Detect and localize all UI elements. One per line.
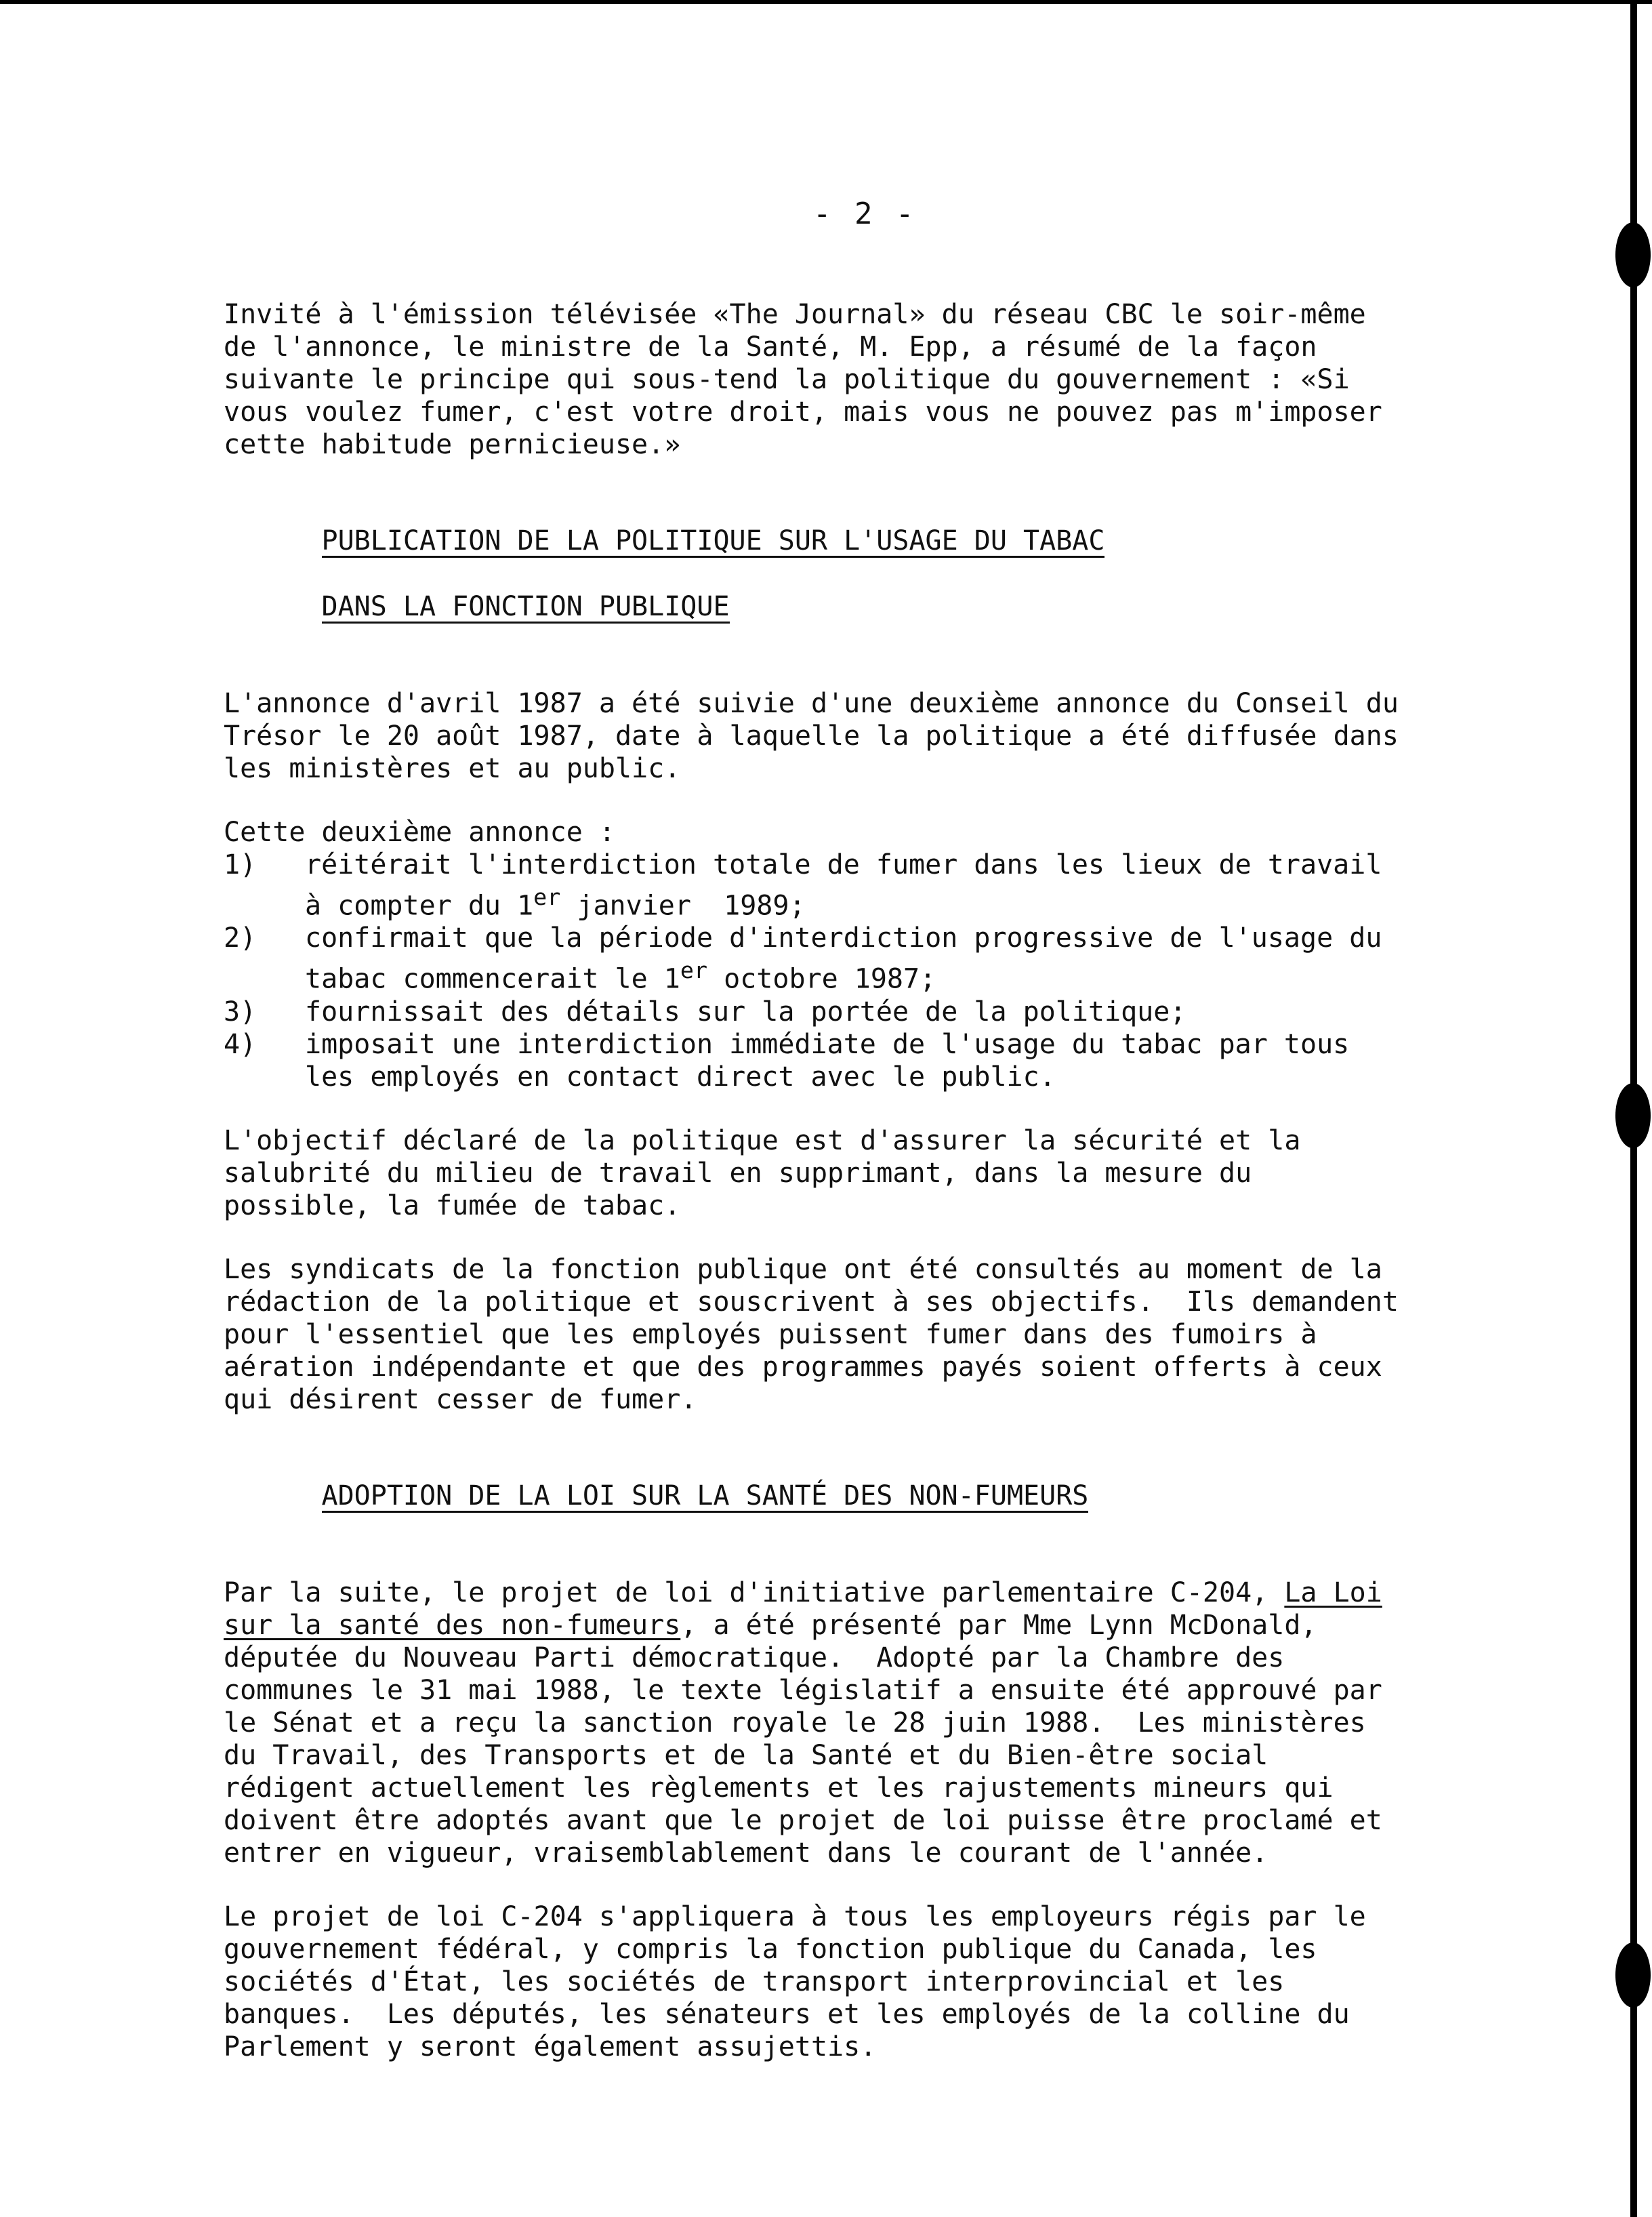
document-body — [224, 298, 1443, 2094]
paragraph-unions: Les syndicats de la fonction publique ont été consultés au moment de la rédaction de la politique et souscrivent à ses objectifs. Ils demandent pour l'essentiel que les employés puissent fumer dans des fumoirs à aération indépendante et que des programmes payés soient offerts à ceux qui désirent cesser de fumer. — [224, 1253, 1399, 1415]
punch-hole-middle — [1615, 1083, 1651, 1148]
list-item-superscript: er — [680, 957, 708, 984]
paragraph-scope: Le projet de loi C-204 s'appliquera à tous les employeurs régis par le gouvernement fédéral, y compris la fonction publique du Canada, les sociétés d'État, les sociétés de transport interprovincial et les banques. Les députés, les sénateurs et les employés de la colline du Parlement y seront également assujettis. — [224, 1900, 1366, 2062]
list-item-number: 2) — [224, 922, 257, 954]
announcement-list — [224, 816, 1443, 1093]
page-number: - 2 - — [813, 197, 917, 231]
list-item-text: fournissait des détails sur la portée de la politique; — [305, 996, 1186, 1028]
list-item-number: 4) — [224, 1028, 257, 1060]
list-item-text — [305, 922, 1443, 995]
list-item — [224, 849, 1443, 922]
list-item-superscript: er — [533, 884, 561, 910]
punch-hole-bottom — [1615, 1943, 1651, 2008]
paragraph-objective: L'objectif déclaré de la politique est d'assurer la sécurité et la salubrité du milieu de travail en supprimant, dans la mesure du possible, la fumée de tabac. — [224, 1124, 1301, 1221]
heading-line: ADOPTION DE LA LOI SUR LA SANTÉ DES NON-FUMEURS — [321, 1480, 1089, 1511]
list-item-text: imposait une interdiction immédiate de l'usage du tabac par tous les employés en contact direct avec le public. — [305, 1028, 1350, 1093]
list-item-text-end: janvier 1989; — [560, 890, 806, 922]
list-item-text-main: confirmait que la période d'interdiction progressive de l'usage du tabac commencerait le 1 — [305, 922, 1382, 995]
law-title-part-1: La Loi — [1284, 1577, 1382, 1608]
paragraph-bill-rest: , a été présenté par Mme Lynn McDonald, députée du Nouveau Parti démocratique. Adopté par la Chambre des communes le 31 mai 1988, le texte législatif a ensuite été approuvé par le Sénat et a reçu la sanction royale le 28 juin 1988. Les ministères du Travail, des Transports et de la Santé et du Bien-être social rédigent actuellement les règlements et les rajustements mineurs qui doivent être adoptés avant que le projet de loi puisse être proclamé et entrer en vigueur, vraisemblablement dans le courant de l'année. — [224, 1609, 1382, 1869]
list-item-text-main: réitérait l'interdiction totale de fumer dans les lieux de travail à compter du 1 — [305, 849, 1382, 922]
list-item — [224, 996, 1443, 1028]
paragraph-bill — [224, 1577, 1443, 1869]
heading-line-2: DANS LA FONCTION PUBLIQUE — [321, 591, 730, 622]
punch-hole-top — [1615, 222, 1651, 287]
list-item-number: 3) — [224, 996, 257, 1028]
paragraph-bill-start: Par la suite, le projet de loi d'initiative parlementaire C-204, — [224, 1577, 1285, 1608]
section-heading-publication — [224, 492, 1443, 656]
list-item — [224, 1028, 1443, 1093]
list-item — [224, 922, 1443, 995]
list-intro: Cette deuxième annonce : — [224, 817, 615, 848]
section-heading-adoption — [224, 1447, 1443, 1545]
heading-line-1: PUBLICATION DE LA POLITIQUE SUR L'USAGE DU TABAC — [321, 525, 1105, 556]
paragraph-intro: Invité à l'émission télévisée «The Journal» du réseau CBC le soir-même de l'annonce, le ministre de la Santé, M. Epp, a résumé de la façon suivante le principe qui sous-tend la politique du gouvernement : «Si vous voulez fumer, c'est votre droit, mais vous ne pouvez pas m'imposer cette habitude pernicieuse.» — [224, 299, 1382, 460]
scan-top-edge — [0, 0, 1652, 4]
list-item-text — [305, 849, 1443, 922]
paragraph-announcement: L'annonce d'avril 1987 a été suivie d'une deuxième annonce du Conseil du Trésor le 20 août 1987, date à laquelle la politique a été diffusée dans les ministères et au public. — [224, 688, 1399, 784]
list-item-number: 1) — [224, 849, 257, 880]
list-item-text-end: octobre 1987; — [707, 963, 936, 995]
law-title-part-2: sur la santé des non-fumeurs — [224, 1609, 681, 1641]
